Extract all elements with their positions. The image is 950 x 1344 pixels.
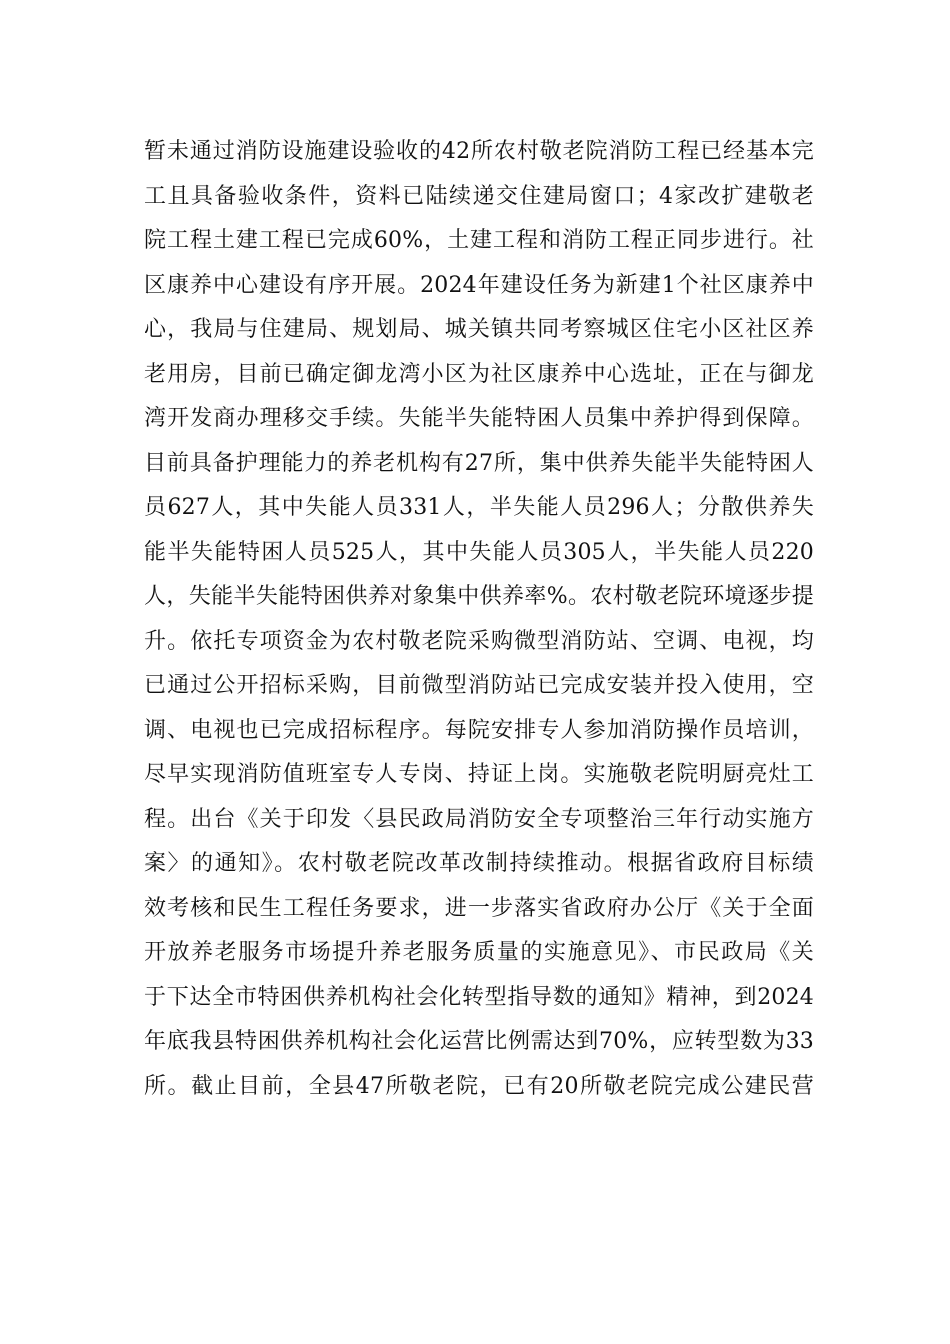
- text-line: 年底我县特困供养机构社会化运营比例需达到70%，应转型数为33: [144, 1029, 814, 1054]
- text-line: 暂未通过消防设施建设验收的42所农村敬老院消防工程已经基本完: [144, 139, 814, 164]
- text-line: 开放养老服务市场提升养老服务质量的实施意见》、市民政局《关: [144, 940, 814, 965]
- text-line: 案〉的通知》。农村敬老院改革改制持续推动。根据省政府目标绩: [144, 851, 814, 876]
- text-line: 目前具备护理能力的养老机构有27所，集中供养失能半失能特困人: [144, 450, 814, 476]
- body-paragraph: [144, 130, 814, 1109]
- text-line: 所。截止目前，全县47所敬老院，已有20所敬老院完成公建民营: [144, 1073, 814, 1099]
- text-line: 员627人，其中失能人员331人，半失能人员296人；分散供养失: [144, 495, 814, 520]
- text-line: 效考核和民生工程任务要求，进一步落实省政府办公厅《关于全面: [144, 895, 814, 921]
- text-line: 调、电视也已完成招标程序。每院安排专人参加消防操作员培训，: [144, 717, 814, 743]
- text-line: 人，失能半失能特困供养对象集中供养率%。农村敬老院环境逐步提: [144, 584, 814, 609]
- text-line: 老用房，目前已确定御龙湾小区为社区康养中心选址，正在与御龙: [144, 361, 814, 387]
- text-line: 院工程土建工程已完成60%，土建工程和消防工程正同步进行。社: [144, 228, 814, 253]
- text-line: 尽早实现消防值班室专人专岗、持证上岗。实施敬老院明厨亮灶工: [144, 762, 814, 787]
- text-line: 升。依托专项资金为农村敬老院采购微型消防站、空调、电视，均: [144, 628, 814, 654]
- text-line: 程。出台《关于印发〈县民政局消防安全专项整治三年行动实施方: [144, 806, 814, 832]
- text-line: 工且具备验收条件，资料已陆续递交住建局窗口；4家改扩建敬老: [144, 183, 814, 209]
- text-line: 湾开发商办理移交手续。失能半失能特困人员集中养护得到保障。: [144, 406, 814, 431]
- text-line: 区康养中心建设有序开展。2024年建设任务为新建1个社区康养中: [144, 272, 814, 298]
- text-line: 已通过公开招标采购，目前微型消防站已完成安装并投入使用，空: [144, 673, 814, 698]
- text-line: 于下达全市特困供养机构社会化转型指导数的通知》精神，到2024: [144, 984, 814, 1010]
- text-line: 心，我局与住建局、规划局、城关镇共同考察城区住宅小区社区养: [144, 317, 814, 342]
- text-line: 能半失能特困人员525人，其中失能人员305人，半失能人员220: [144, 539, 814, 565]
